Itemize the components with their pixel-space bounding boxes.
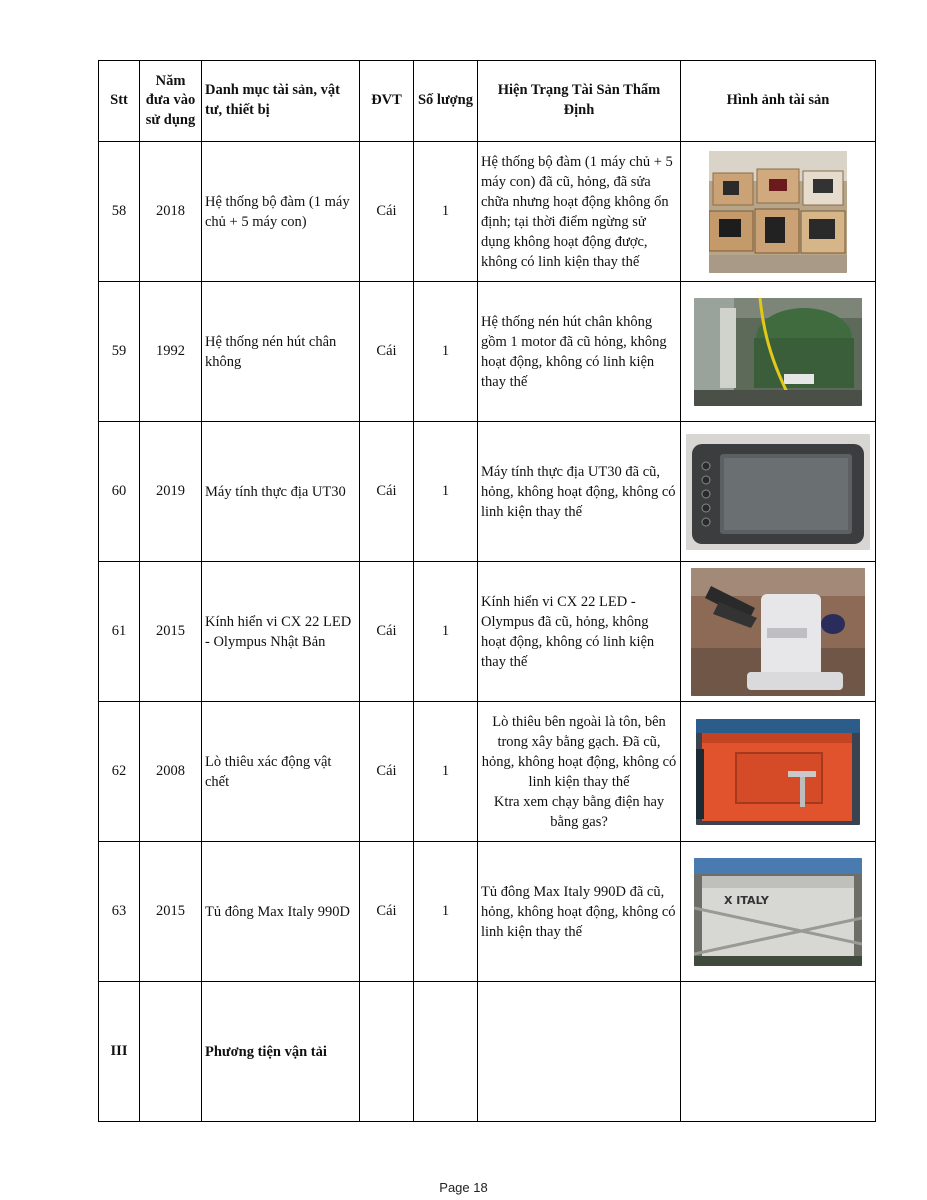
row-unit: Cái [360, 142, 414, 282]
table-row [99, 702, 876, 842]
row-stt: 63 [99, 842, 140, 982]
row-year: 1992 [140, 282, 202, 422]
header-name: Danh mục tài sản, vật tư, thiết bị [202, 61, 360, 142]
row-image-cell [681, 702, 876, 842]
row-stt: 62 [99, 702, 140, 842]
row-unit: Cái [360, 562, 414, 702]
header-year: Năm đưa vào sử dụng [140, 61, 202, 142]
header-image: Hình ảnh tài sản [681, 61, 876, 142]
row-qty: 1 [414, 142, 478, 282]
row-condition: Tủ đông Max Italy 990D đã cũ, hỏng, không hoạt động, không có linh kiện thay thế [478, 842, 681, 982]
row-condition: Hệ thống nén hút chân không gồm 1 motor đã cũ hỏng, không hoạt động, không có linh kiện thay thế [478, 282, 681, 422]
table-row [99, 562, 876, 702]
row-year: 2015 [140, 562, 202, 702]
row-year: 2019 [140, 422, 202, 562]
row-condition: Hệ thống bộ đàm (1 máy chủ + 5 máy con) đã cũ, hỏng, đã sửa chữa nhưng hoạt động không ổn định; tại thời điểm ngừng sử dụng không hoạt động được, không có linh kiện thay thế [478, 142, 681, 282]
row-unit: Cái [360, 282, 414, 422]
row-name: Kính hiển vi CX 22 LED - Olympus Nhật Bản [202, 562, 360, 702]
row-qty: 1 [414, 422, 478, 562]
row-image-cell [681, 562, 876, 702]
header-unit: ĐVT [360, 61, 414, 142]
row-qty: 1 [414, 282, 478, 422]
table-row [99, 422, 876, 562]
microscope-photo [691, 568, 865, 696]
page-number: Page 18 [439, 1180, 488, 1195]
row-stt: 60 [99, 422, 140, 562]
section-qty [414, 982, 478, 1122]
row-stt: 59 [99, 282, 140, 422]
row-unit: Cái [360, 842, 414, 982]
row-name: Tủ đông Max Italy 990D [202, 842, 360, 982]
row-image-cell [681, 422, 876, 562]
row-name: Lò thiêu xác động vật chết [202, 702, 360, 842]
asset-table [98, 60, 876, 1122]
row-name: Hệ thống nén hút chân không [202, 282, 360, 422]
row-qty: 1 [414, 562, 478, 702]
row-condition: Kính hiển vi CX 22 LED - Olympus đã cũ, hỏng, không hoạt động, không có linh kiện thay thế [478, 562, 681, 702]
section-image [681, 982, 876, 1122]
header-qty: Số lượng [414, 61, 478, 142]
boxed-radios-photo [709, 151, 847, 273]
row-image-cell [681, 842, 876, 982]
section-stt: III [99, 982, 140, 1122]
section-row [99, 982, 876, 1122]
section-unit [360, 982, 414, 1122]
row-qty: 1 [414, 702, 478, 842]
section-year [140, 982, 202, 1122]
freezer-brand-text: X ITALY [724, 893, 769, 907]
row-stt: 58 [99, 142, 140, 282]
row-name: Máy tính thực địa UT30 [202, 422, 360, 562]
row-year: 2018 [140, 142, 202, 282]
table-row [99, 842, 876, 982]
row-year: 2008 [140, 702, 202, 842]
row-stt: 61 [99, 562, 140, 702]
row-image-cell [681, 142, 876, 282]
incinerator-photo [696, 719, 860, 825]
row-image-cell [681, 282, 876, 422]
row-condition: Máy tính thực địa UT30 đã cũ, hỏng, không hoạt động, không có linh kiện thay thế [478, 422, 681, 562]
header-stt: Stt [99, 61, 140, 142]
row-unit: Cái [360, 702, 414, 842]
table-row [99, 282, 876, 422]
table-row [99, 142, 876, 282]
section-name: Phương tiện vận tải [202, 982, 360, 1122]
table-header-row [99, 61, 876, 142]
row-unit: Cái [360, 422, 414, 562]
freezer-photo [694, 858, 862, 966]
row-qty: 1 [414, 842, 478, 982]
section-condition [478, 982, 681, 1122]
row-name: Hệ thống bộ đàm (1 máy chủ + 5 máy con) [202, 142, 360, 282]
vacuum-motor-photo [694, 298, 862, 406]
field-tablet-photo [686, 434, 870, 550]
row-year: 2015 [140, 842, 202, 982]
row-condition: Lò thiêu bên ngoài là tôn, bên trong xây bằng gạch. Đã cũ, hỏng, không hoạt động, không có linh kiện thay thế Ktra xem chạy bằng điện hay bằng gas? [478, 702, 681, 842]
header-condition: Hiện Trạng Tài Sản Thẩm Định [478, 61, 681, 142]
